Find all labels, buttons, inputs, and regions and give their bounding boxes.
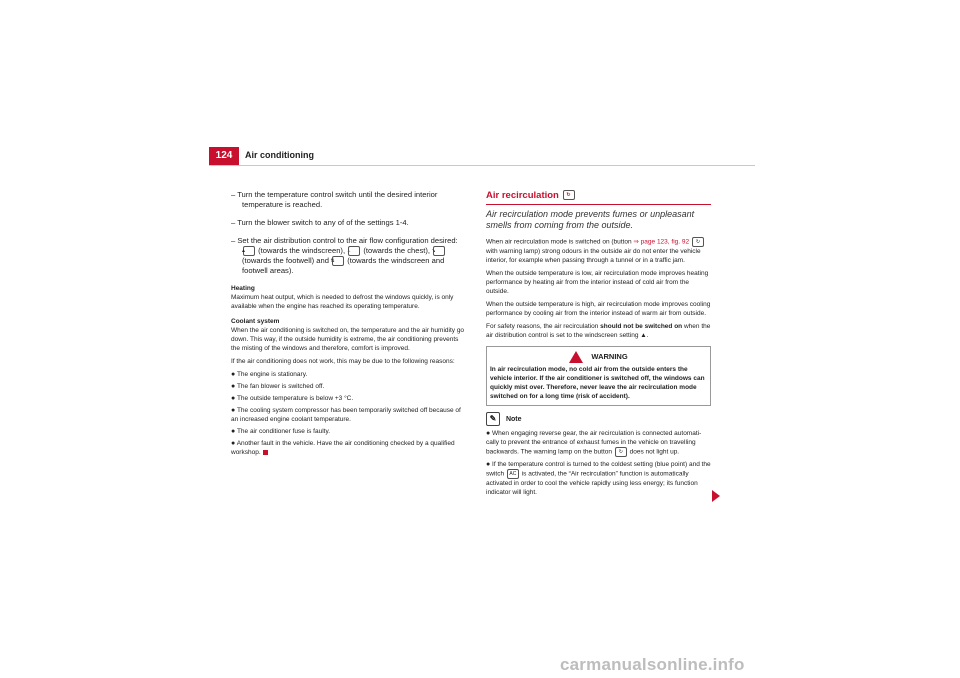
reason-item: ● Another fault in the vehicle. Have the air conditioning checked by a qualified workshop. <box>231 440 455 456</box>
note-heading: ✎ Note <box>486 412 711 426</box>
recirc-paragraph-3: When the outside temperature is high, air recirculation mode improves cooling performance by cooling air from the interior instead of warm air from outside. <box>486 301 711 317</box>
recirc-paragraph-4: For safety reasons, the air recirculation should not be switched on when the air distribution control is set to the windscreen setting ▲. <box>486 323 711 339</box>
recirculation-icon: ↻ <box>615 447 627 457</box>
recirc-paragraph-2: When the outside temperature is low, air recirculation mode improves heating performance by heating air from the interior instead of cold air from the outside. <box>486 270 709 295</box>
reason-item: ● The cooling system compressor has been temporarily switched off because of an increased engine coolant temperature. <box>231 407 461 423</box>
note-item: ● When engaging reverse gear, the air recirculation is connected automatically to prevent the entrance of exhaust fumes in the vehicle on travelling backwards. The warning lamp on the button ↻ does not light up. <box>486 430 702 456</box>
watermark: carmanualsonline.info <box>560 655 745 674</box>
warning-triangle-icon <box>569 351 583 363</box>
recirculation-icon: ↻ <box>692 237 704 247</box>
section-title: Air recirculation ↻ <box>486 190 711 202</box>
note-icon: ✎ <box>486 412 500 426</box>
step-blower: – Turn the blower switch to any of of the settings 1-4. <box>231 218 409 227</box>
section-lead: Air recirculation mode prevents fumes or unpleasant smells from coming from the outside. <box>486 209 695 230</box>
page-reference-link[interactable]: ⇒ page 123, fig. 92 <box>633 238 690 246</box>
section-rule <box>486 204 711 205</box>
reason-item: ● The engine is stationary. <box>231 371 308 378</box>
chapter-title: Air conditioning <box>245 150 314 160</box>
header-rule <box>209 165 755 166</box>
windscreen-footwell-icon: ⇅ <box>332 256 344 266</box>
page-number: 124 <box>209 147 239 165</box>
warning-heading: WARNING <box>487 347 710 365</box>
reasons-intro: If the air conditioning does not work, this may be due to the following reasons: <box>231 358 455 365</box>
right-column <box>486 190 711 500</box>
windscreen-icon: ▲ <box>640 332 647 339</box>
footwell-icon: ↘ <box>433 246 445 256</box>
section-end-icon <box>263 450 268 455</box>
warning-text: In air recirculation mode, no cold air from the outside enters the vehicle interior. If the air conditioner is switched off, the windows can quickly mist over. Therefore, never leave the air recirculation mode switched on for a long time (risk of accident). <box>490 366 705 400</box>
step-temperature: – Turn the temperature control switch until the desired interior temperature is reached. <box>231 190 438 209</box>
step-distribution: – Set the air distribution control to the air flow configuration desired: ▲ (towards the windscreen), → (towards the chest), ↘ (towards the footwell) and ⇅ (towards the windscreen and footwell areas). <box>231 236 458 275</box>
recirc-paragraph-1: When air recirculation mode is switched on (button ⇒ page 123, fig. 92 ↻ with warning lamp) strong odours in the outside air do not enter the vehicle interior, for example when passing through a tunnel or in a traffic jam. <box>486 237 711 265</box>
reason-item: ● The outside temperature is below +3 °C. <box>231 395 354 402</box>
reason-item: ● The air conditioner fuse is faulty. <box>231 428 331 435</box>
left-column <box>231 190 467 460</box>
heating-text: Maximum heat output, which is needed to defrost the windows quickly, is only available when the engine has reached its operating temperature. <box>231 294 454 310</box>
reason-item: ● The fan blower is switched off. <box>231 383 325 390</box>
heating-heading: Heating <box>231 285 255 292</box>
continue-arrow-icon <box>712 490 720 502</box>
chest-icon: → <box>348 246 360 256</box>
ac-button-icon: AC <box>507 469 519 479</box>
warning-box <box>486 346 711 406</box>
recirculation-icon: ↻ <box>563 190 575 200</box>
coolant-text: When the air conditioning is switched on, the temperature and the air humidity go down. This way, if the outside humidity is extreme, the air conditioning prevents the misting of the windows and therefore, comfort is improved. <box>231 327 465 352</box>
page-header <box>209 147 755 165</box>
note-item: ● If the temperature control is turned to the coldest setting (blue point) and the switch AC is activated, the “Air recirculation” function is automatically activated in order to cool the vehicle rapidly using less energy; its function indicator will light. <box>486 461 711 496</box>
windscreen-icon: ▲ <box>243 246 255 256</box>
coolant-heading: Coolant system <box>231 318 280 325</box>
